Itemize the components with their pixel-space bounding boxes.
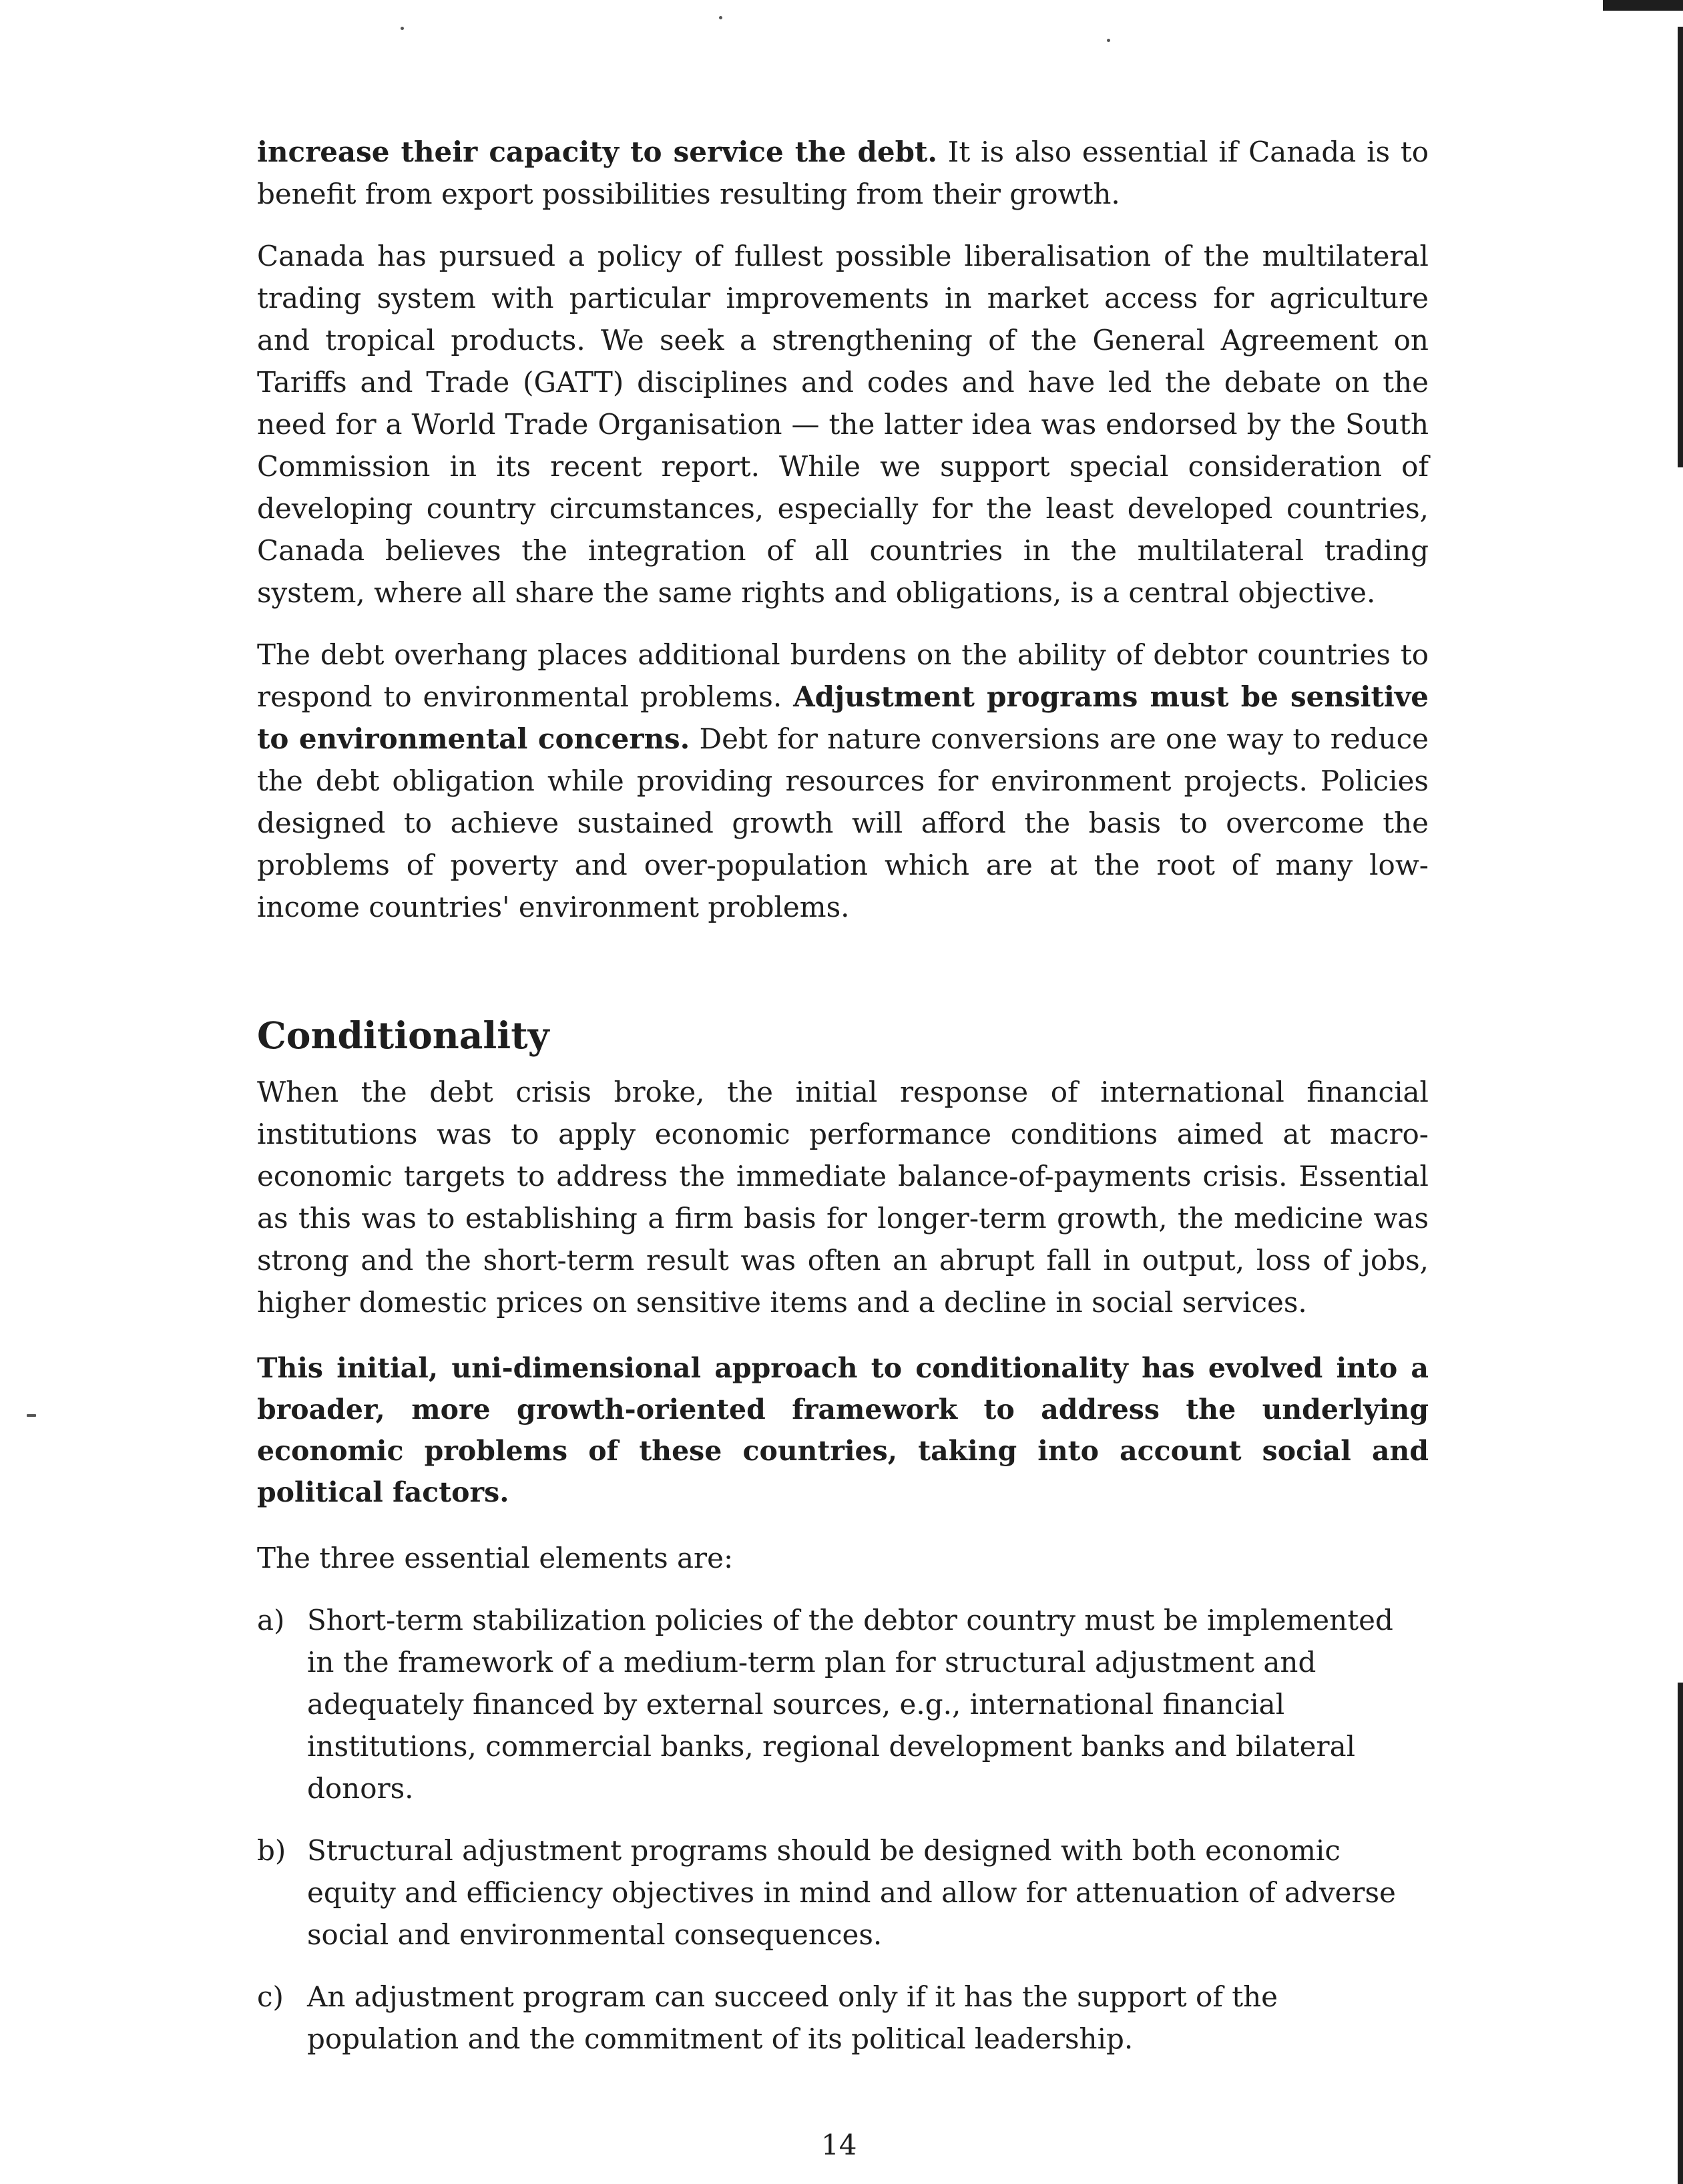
scan-edge-line (1678, 27, 1683, 467)
section-heading: Conditionality (257, 1014, 549, 1057)
list-item-text: Short-term stabilization policies of the debtor country must be implemented in the framework of a medium-term plan for structural adjustment and adequately financed by external sources, e.g., international financial institutions, commercial banks, regional development banks and bilateral donors. (307, 1604, 1393, 1805)
list-item (257, 1829, 1429, 1956)
scan-edge-artifact (1603, 0, 1683, 11)
list-item (257, 1599, 1429, 1809)
paragraph-debt-overhang (257, 634, 1429, 928)
list-item (257, 1976, 1429, 2060)
list-item-text: An adjustment program can succeed only if it has the support of the population and the commitment of its political leadership. (307, 1980, 1278, 2055)
list-marker: a) (257, 1604, 285, 1636)
paragraph-debt-overhang-rest: Debt for nature conversions are one way to reduce the debt obligation while providing resources for environment projects. Policies designed to achieve sustained growth will afford the basis to overcome the problems of poverty and over-population which are at the root of many low-income countries' environment problems. (257, 722, 1429, 923)
paragraph-debt-crisis: When the debt crisis broke, the initial response of international financial institutions was to apply economic performance conditions aimed at macro-economic targets to address the immediate balance-of-payments crisis. Essential as this was to establishing a firm basis for longer-term growth, the medicine was strong and the short-term result was often an abrupt fall in output, loss of jobs, higher domestic prices on sensitive items and a decline in social services. (257, 1076, 1429, 1319)
scan-edge-line (1678, 1683, 1683, 2184)
paragraph-trade-liberalisation: Canada has pursued a policy of fullest possible liberalisation of the multilateral trading system with particular improvements in market access for agriculture and tropical products. We seek a strengthening of the General Agreement on Tariffs and Trade (GATT) disciplines and codes and have led the debate on the need for a World Trade Organisation — the latter idea was endorsed by the South Commission in its recent report. While we support special consideration of developing country circumstances, especially for the least developed countries, Canada believes the integration of all countries in the multilateral trading system, where all share the same rights and obligations, is a central objective. (257, 240, 1429, 609)
scan-speck (719, 16, 722, 19)
page-body (257, 131, 1429, 2060)
list-intro: The three essential elements are: (257, 1542, 734, 1574)
scan-speck (401, 27, 404, 30)
list-marker: c) (257, 1980, 284, 2013)
paragraph-conditionality-bold: This initial, uni-dimensional approach to conditionality has evolved into a broader, more growth-oriented framework to address the underlying economic problems of these countries, taking into account social and political factors. (257, 1352, 1429, 1508)
list-item-text: Structural adjustment programs should be designed with both economic equity and efficiency objectives in mind and allow for attenuation of adverse social and environmental consequences. (307, 1834, 1396, 1951)
scan-speck (27, 1414, 36, 1417)
paragraph-capacity-bold: increase their capacity to service the debt. (257, 136, 937, 168)
paragraph-capacity (257, 131, 1429, 215)
paragraph-capacity-rest: It is also essential if Canada is to benefit from export possibilities resulting from their growth. (257, 136, 1429, 210)
page-number: 14 (821, 2129, 857, 2161)
list-marker: b) (257, 1834, 286, 1867)
paragraph-debt-overhang-bold: Adjustment programs must be sensitive to environmental concerns. (257, 680, 1429, 755)
paragraph-debt-overhang-start: The debt overhang places additional burdens on the ability of debtor countries to respond to environmental problems. (257, 638, 1429, 713)
scan-speck (1107, 39, 1110, 42)
